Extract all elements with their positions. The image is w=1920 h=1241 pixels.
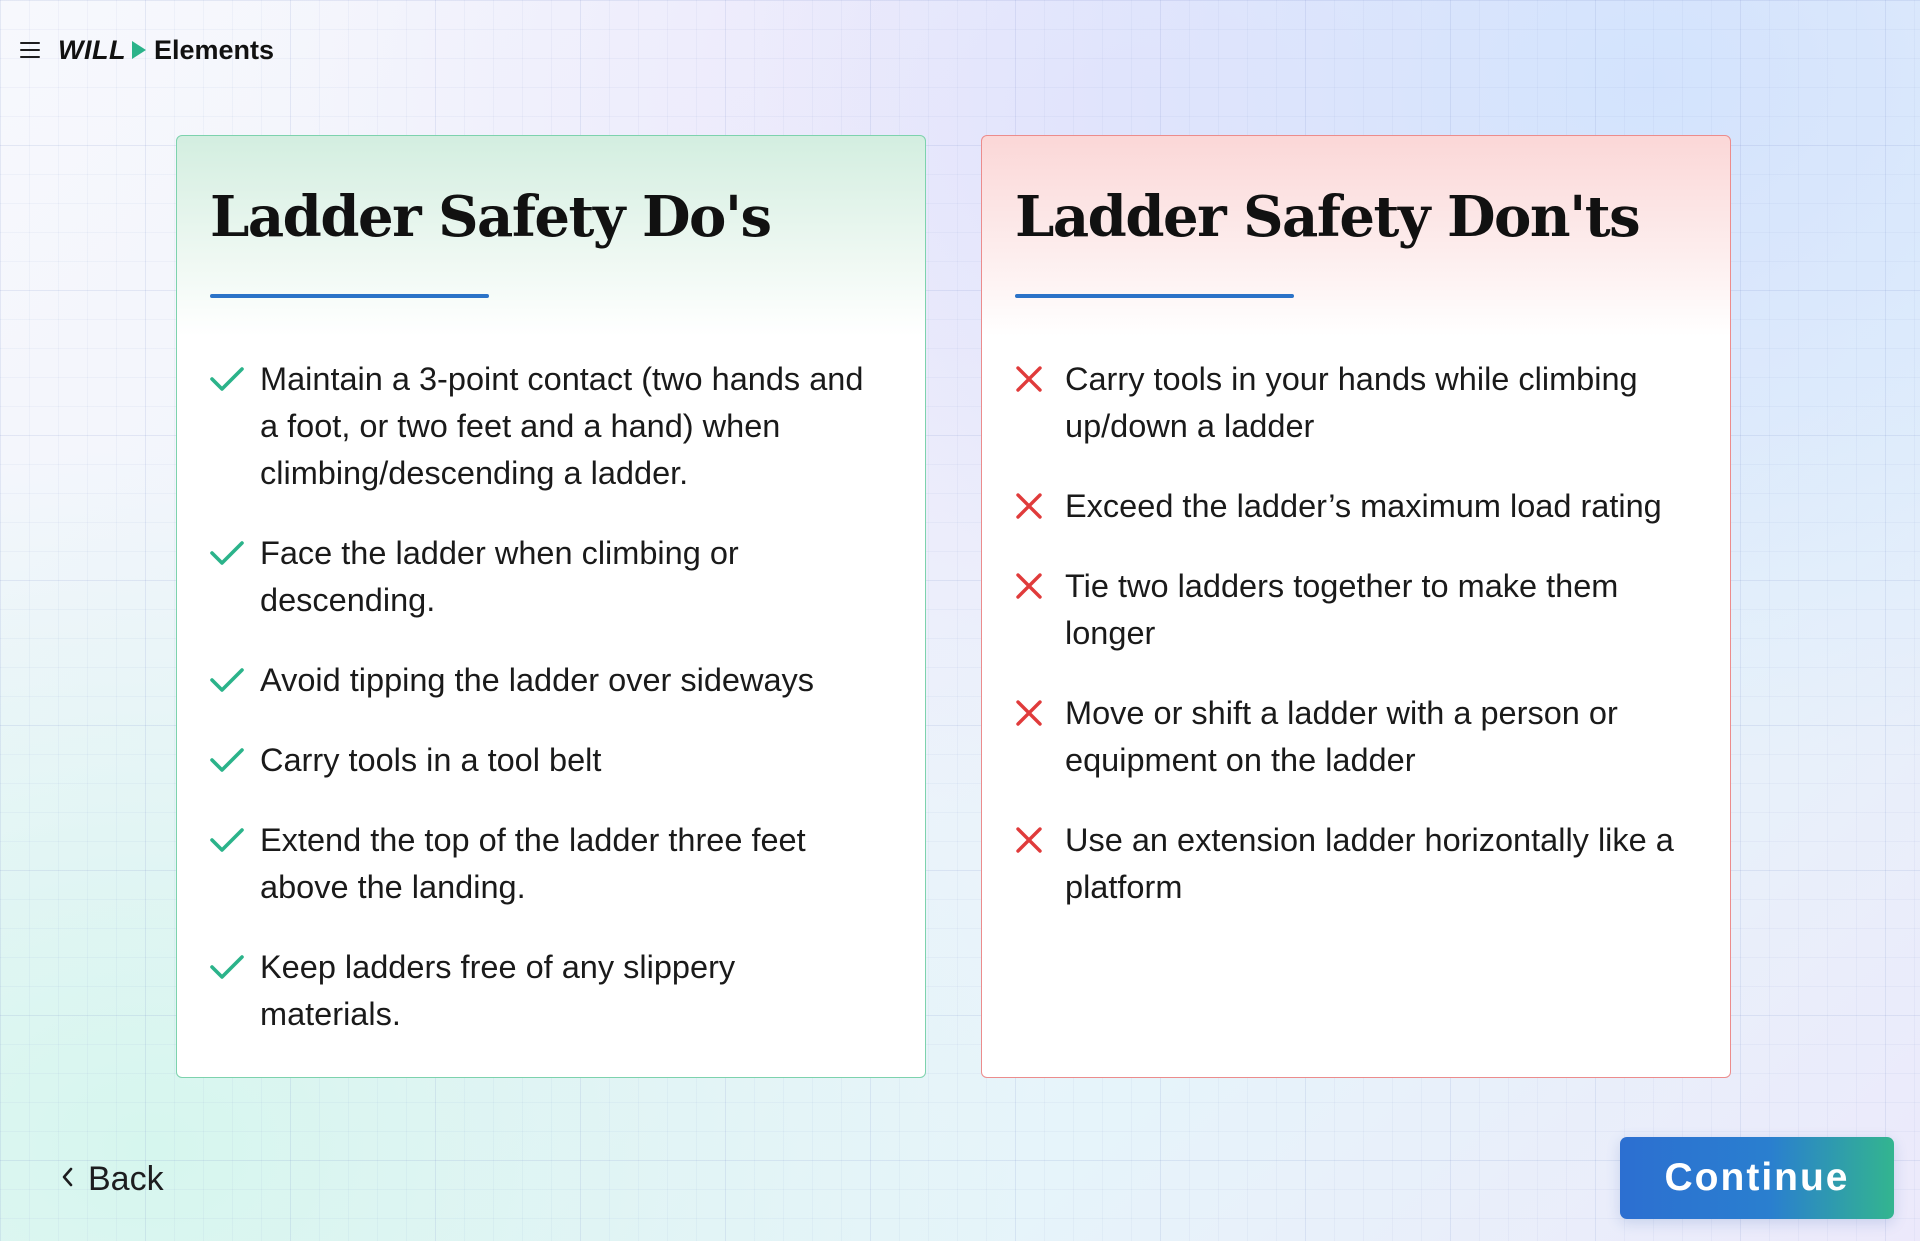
x-mark-icon [1015,356,1065,402]
donts-list [1015,356,1690,944]
donts-list-item [1015,817,1690,911]
dos-item-text: Keep ladders free of any slippery materials. [260,949,736,1032]
continue-button[interactable]: Continue [1620,1137,1894,1219]
dos-list-item [210,737,885,784]
dos-list-item [210,530,885,624]
dos-item-text: Extend the top of the ladder three feet above the landing. [260,822,806,905]
dos-list-item [210,944,885,1038]
dos-title-underline [210,294,489,298]
donts-item-text: Move or shift a ladder with a person or equipment on the ladder [1065,695,1618,778]
top-bar [20,30,274,70]
hamburger-menu-icon[interactable] [20,41,40,59]
dos-list-item [210,356,885,497]
back-button-label: Back [88,1160,164,1198]
chevron-left-icon [60,1166,74,1193]
donts-title-underline [1015,294,1294,298]
donts-title: Ladder Safety Don'ts [1015,184,1640,250]
logo [58,35,274,66]
donts-list-item [1015,483,1690,530]
donts-list-item [1015,356,1690,450]
checkmark-icon [210,737,260,783]
donts-card [981,135,1731,1078]
logo-wordmark: WILL [58,34,126,65]
dos-list-item [210,817,885,911]
checkmark-icon [210,817,260,863]
x-mark-icon [1015,483,1065,529]
dos-item-text: Carry tools in a tool belt [260,742,602,778]
dos-item-text: Avoid tipping the ladder over sideways [260,662,815,698]
dos-title: Ladder Safety Do's [210,184,771,250]
donts-item-text: Tie two ladders together to make them longer [1065,568,1619,651]
dos-item-text: Maintain a 3-point contact (two hands and a foot, or two feet and a hand) when climbing/descending a ladder. [260,361,864,491]
x-mark-icon [1015,563,1065,609]
checkmark-icon [210,944,260,990]
dos-list-item [210,657,885,704]
back-button[interactable] [60,1160,164,1199]
donts-item-text: Exceed the ladder’s maximum load rating [1065,488,1662,524]
checkmark-icon [210,657,260,703]
x-mark-icon [1015,690,1065,736]
donts-item-text: Carry tools in your hands while climbing up/down a ladder [1065,361,1638,444]
logo-subtitle: Elements [153,34,275,65]
x-mark-icon [1015,817,1065,863]
play-triangle-icon [132,41,146,59]
dos-card [176,135,926,1078]
donts-list-item [1015,563,1690,657]
checkmark-icon [210,356,260,402]
donts-item-text: Use an extension ladder horizontally like a platform [1065,822,1674,905]
dos-item-text: Face the ladder when climbing or descending. [260,535,739,618]
donts-list-item [1015,690,1690,784]
dos-list [210,356,885,1071]
checkmark-icon [210,530,260,576]
